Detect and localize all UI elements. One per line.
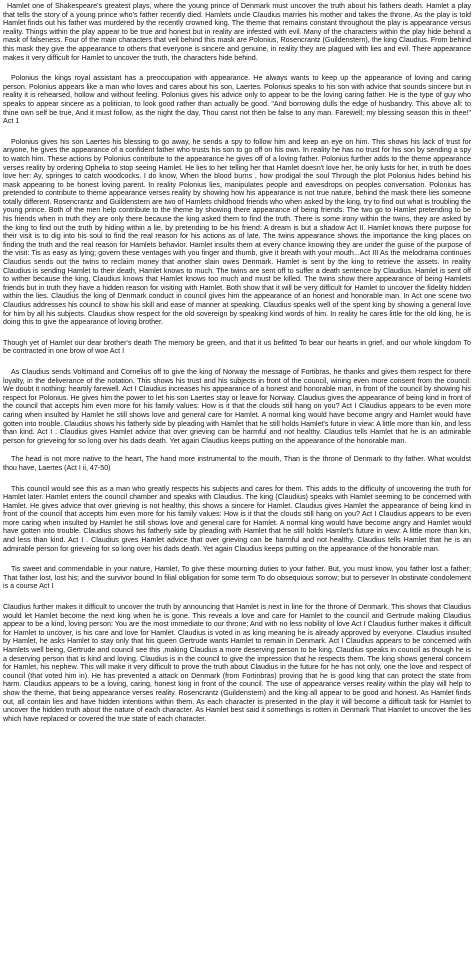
quote-sweet-commendable: Tis sweet and commendable in your nature, Hamlet, To give these mourning duties to your father. But, you must know, you father lost a father; That father lost, lost his; and the survivor bound In filial obligation for some term To do obsequious sorrow; but to persever In obstinate condolement is a course Act I [3,565,471,591]
paragraph-claudius-council: As Claudius sends Voltimand and Cornelius off to give the king of Norway the message of Fortibras, he thanks and gives them respect for there loyalty, in the deliverance of the notation. This shows his trust and his subjects in front of the council, wining even more consent from the council: We doubt it nothing: heartily farewell. Act I Claudius increases his appearance of a honest and honorable man, in front of the council by showing his respect for Polonius. He gives him the power to let his son Laertes stay or leave for Norway. Claudius gives the appearance of being kind in front of the council that accepts him even more for his family values: How is it that the clouds still hang on you? Act I Claudius appears to be even more caring when insulted by Hamlet he still shows love and general care for Hamlet. A normal king would have become angry and Hamlet would have gotten into trouble. Claudius shows his fatherly side by pleading with Hamlet that he still holds Hamlet's future in view: A little more than kin, and less than kind. Act I . Claudius gives Hamlet advice that over grieving can be harmful and not healthy. Claudius tells Hamlet that he is an admirable person for grieveing for so long over his dads death. Yet again Claudius keeps putting on the appearance of the honorable man. [3,367,471,445]
paragraph-council-respect: This council would see this as a man who greatly respects his subjects and cares for them. This adds to the difficulty of uncovering the truth for Hamlet later. Hamlet enters the council chamber and speaks with Claudius. The king (Claudius) speaks with Hamlet seeming to be concerned with Hamlet. He gives advice that over grieving is not healthy, this shows a sincere for Hamlet. Claudius gives Hamlet the appearance of being kind in front of the council that accepts him even more for his family values: How is it that the clouds still hang on you? Act I Claudius appears to be even more caring when insulted by Hamlet he still shows love and general care for Hamlet. A normal king would have become angry and Hamlet would have gotten into trouble. Claudius shows his fatherly side by pleading with Hamlet that he still holds Hamlet's future in view: A little more than kin, and less than kind. Act I . Claudius gives Hamlet advice that over grieving can be harmful and not healthy. Claudius tells Hamlet that he is an admirable person for grieveing for so long over his dads death. Yet again Claudius keeps putting on the appearance of the honorable man. [3,484,471,553]
paragraph-intro: Hamlet one of Shakespeare's greatest plays, where the young prince of Denmark must uncover the truth about his fathers death. Hamlet a play that tells the story of a young prince who's father recently died. Hamlets uncle Claudius marries his mother and takes the throne. As the play is told Hamlet finds out his father was murdered by the recently crowned king. The theme that remains constant throughout the play is appearance versus reality. Things within the play appear to be true and honest but in reality are infested with evil. Many of the characters within the play hide behind a mask of falseness. Four of the main characters that veil behind this mask are Polonius, Rosencrantz (Guildenstern), the king Claudius. From behind this mask they give the appearance to others that everyone is sincere and genuine, in reality they are plagued with lies and evil. There appearance makes it very difficult for Hamlet to uncover the truth, the characters hide behind. [3,2,471,62]
paragraph-polonius-appearance: Polonius the kings royal assistant has a preoccupation with appearance. He always wants to keep up the appearance of loving and caring person. Polonius appears like a man who loves and cares about his son, Laertes. Polonius speaks to his son with advice that sounds sincere but in reality it is rehearsed, hollow and without feeling. Polonius gives his advice only to appear to be the loving caring father. He is the type of guy who speaks to appear sincere as a politician, to look good rather than actually be good. "And borrowing dulls the edge of husbandry. This above all: to thine own self be true, And it must follow, as the night the day, Thou canst not then be false to any man. Farewell; my blessing season this in thee!" Act 1 [3,74,471,126]
quote-head-native: The head is not more native to the heart, The hand more instrumental to the mouth, Than is the throne of Denmark to thy father. What wouldst thou have, Laertes (Act I ii, 47-50) [3,455,471,472]
paragraph-conclusion: Claudius further makes it difficult to uncover the truth by announcing that Hamlet is next in line for the throne of Denmark. This shows that Claudius would let Hamlet become the next king when he is gone. This reveals a love and care for Hamlet to the council and Gertrude making Claudius appear to be a kind, loving person: You are the most immediate to our throne; And with no less nobility of love Act I Claudius further makes it difficult for Hamlet to uncover, is his care and love for Hamlet. Claudius is voted in as king meaning he is already approved by everyone. Claudius insulted by Hamlet, he asks Hamlet to stay only that his queen Gertrude wants Hamlet to remain in Denmark. Act I Claudius appears to be concerned with Hamlets well being, Gertrude and council see this ,making Claudius a more deserving person to be king. Claudius speaks in council as though he is a deserving person that is kind and loving. Claudius is in the council to give the impression that he respects them. The king shows general concern for Hamlet, his nephew. This will make it very difficult to prove the truth about Claudius in the future for he has not only, one the love and respect of council (that voted him in). He has prevented a attack on Denmark (from Fortinbras) proving that he is good king that can protect the state from harm. Claudius appears to be a loving, caring, honest king in front of the council. The use of appearance verses reality within the play will help to show the theme, that being appearance verses reality. Rosencrantz (Guildenstern) and the king all appear to be good and honest. As Hamlet finds out, all contain lies and have hidden intentions within them. As each character is presented in the play it will become a difficult task for Hamlet to uncover the hidden truth about the nature of each character. As Hamlet best said it somethings is rotten in Denmark That Hamlet to uncover the lies which have replaced or covered the true state of each character. [3,603,471,723]
paragraph-polonius-laertes: Polonius gives his son Laertes his blessing to go away, he sends a spy to follow him and keep an eye on him. This shows his lack of trust for anyone, he gives the appearance of a confident father who trusts his son to go off on his own. In reality he has no trust for his son by sending a spy to watch him. These actions by Polonius contribute to the appearance he gives off of a loving father. Polonius further adds to the theme appearance verses reality by ordering Ophelia to stop seeing Hamlet. He lies to her telling her that Hamlet doesn't love her, he only lusts for her, in truth he does love her: Ay, springes to catch woodcocks. I do know, When the blood burns , how prodigal the soul Through the plot Polonius hides behind his mask appearing to be honest loving parent. In reality Polonius lies, manipulates people and eavesdrops on peoples conversation. Polonius has pretended to contribute to theme appearance verses reality by showing how his appearance is not true nature, behind the mask there lies someone totally different. Rosencrantz and Guildenstern are two of Hamlets childhood friends who when asked by the king, try to find out what is troubling the young prince. Both of the men help contribute to the theme by showing there appearance of being friends. The two go to Hamlet pretending to be his friends when in truth they are only there because the king asked them to find the truth. There is some irony within the twins, they are asked by the king to find out the truth by hiding within a lie, by pretending to be his friend: A dream is but a shadow Act II. Hamlet knows there purpose for their visit is to dig into his soul to find the real reason for his actions as of late. The twins appearance shows the importance the king places on finding the truth and the real reason for Hamlets behavior. Hamlet insults them at every chance knowing they are under the guise of the purpose of the visit: Tis as easy as lying; govern these ventages with you finger and thumb, give it breath with your mouth...Act III As the melodrama continues Claudius sends out the twins to reclaim money that another slain owes Denmark. Hamlet is sent by the king to retrieve the assets. In reality Claudius is sending Hamlet to their death, Hamlet knows to much. The twins are sent off to suffer a death sentence by Claudius. Hamlet is sent off to wither because the king, Claudius knows that Hamlet knows too much and must be killed. The twins show there appearance of being Hamlets friends but in truth they have a hidden reason for visiting with Hamlet. Both show that it will be very difficult for Hamlet to uncover the fidelity hidden within the lies. Claudius the king of Denmark conduct in council gives him the appearance of an honest and honorable man. In Act one scene two Claudius addresses his council to show his skill and ease of manner at speaking. Claudius speaks well of the spent king by showing a general love for him by all his subjects. Claudius show respect for the old sovereign by speaking kind words of him. In reality he cares little for the old king, he is doing this to give the appearance of loving brother. [3,137,471,327]
quote-dear-brother: Though yet of Hamlet our dear brother's death The memory be green, and that it us befitted To bear our hearts in grief, and our whole kingdom To be contracted in one brow of woe Act I [3,338,471,356]
